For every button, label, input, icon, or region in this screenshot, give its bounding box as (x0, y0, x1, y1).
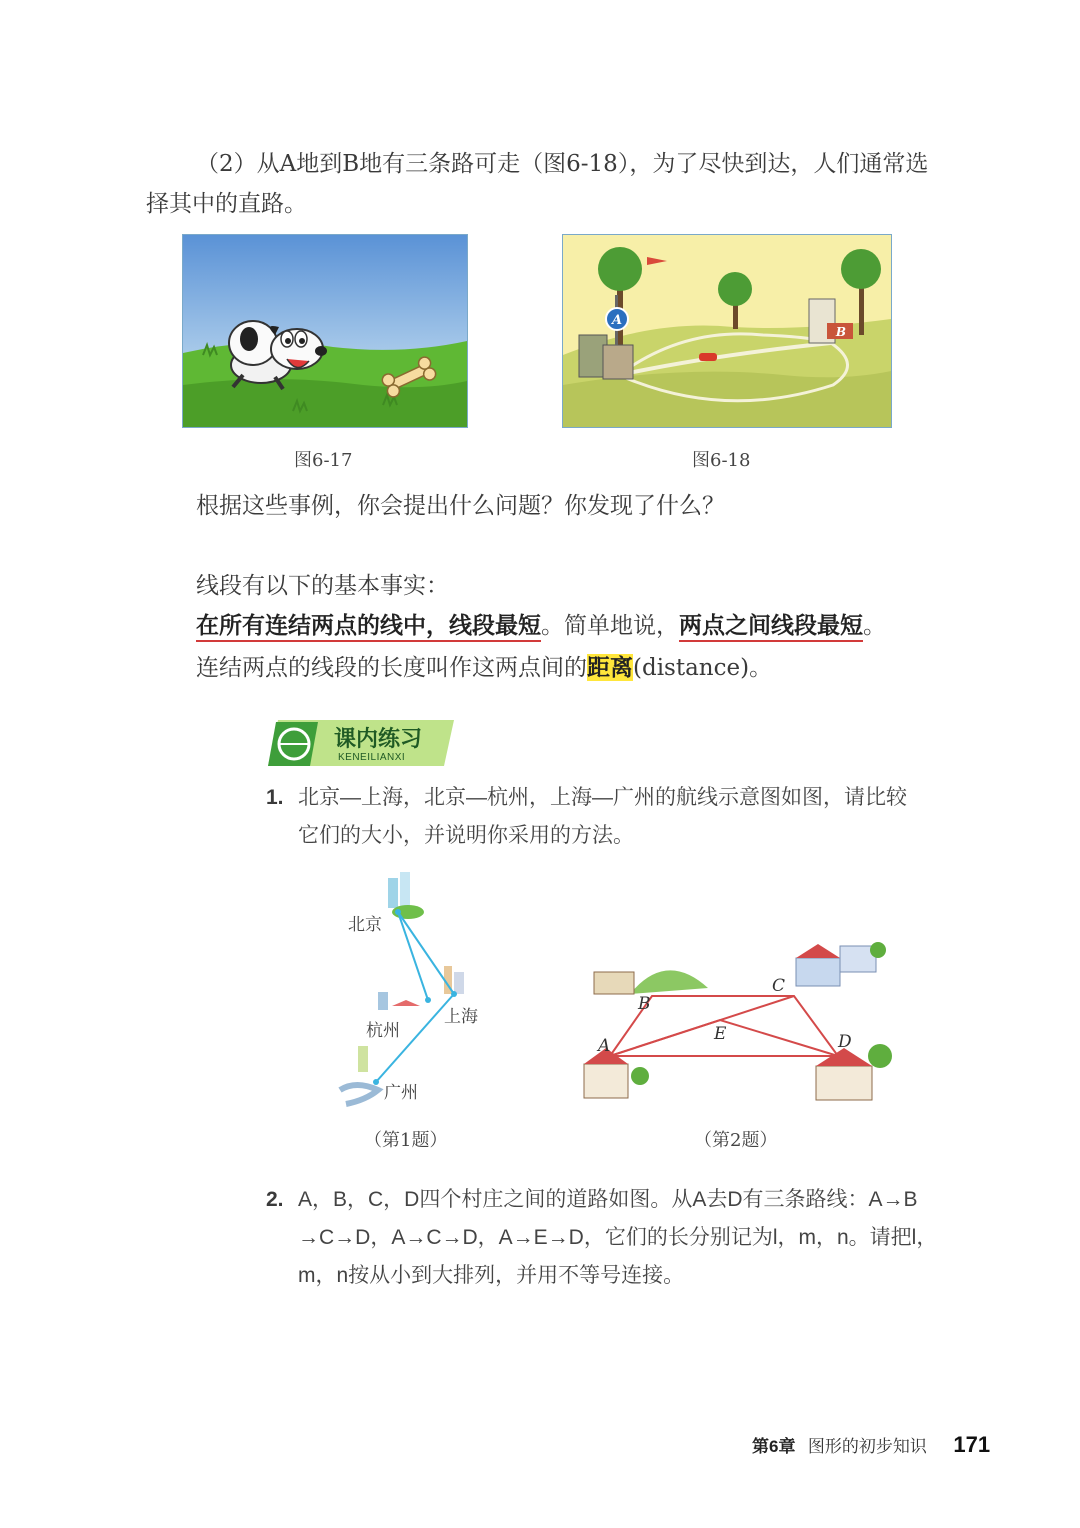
label-hangzhou: 杭州 (366, 1021, 400, 1040)
page-number: 171 (953, 1432, 991, 1457)
def-suffix: (distance)。 (633, 655, 773, 681)
exercise-banner (266, 716, 456, 770)
q2-number: 2. (266, 1188, 284, 1211)
q1-line1: 北京—上海，北京—杭州，上海—广州的航线示意图如图，请比较 (298, 786, 907, 809)
fact-bold-2: 两点之间线段最短 (679, 612, 863, 642)
label-shanghai: 上海 (444, 1007, 478, 1026)
paragraph-2-line1: （2）从A地到B地有三条路可走（图6-18），为了尽快到达，人们通常选 (196, 151, 929, 177)
village-label-a: A (598, 1036, 611, 1056)
fact-mid: 。简单地说， (541, 613, 679, 639)
fig18-label-b: B (835, 325, 847, 339)
fact-intro: 线段有以下的基本事实： (196, 573, 449, 599)
figure-6-18-roads (562, 234, 892, 428)
fact-statement (196, 606, 886, 646)
flight-route-map (336, 868, 516, 1114)
fig18-caption: 图6-18 (692, 450, 751, 471)
q1-figure-caption: （第1题） (364, 1130, 448, 1151)
fig17-caption: 图6-17 (294, 450, 353, 471)
distance-definition (196, 648, 772, 688)
fact-end: 。 (863, 613, 886, 639)
village-label-e: E (714, 1024, 727, 1044)
label-beijing: 北京 (348, 915, 382, 934)
exercise-title: 课内练习 (334, 726, 423, 751)
def-prefix: 连结两点的线段的长度叫作这两点间的 (196, 655, 587, 681)
village-label-d: D (838, 1032, 852, 1052)
label-guangzhou: 广州 (384, 1083, 418, 1102)
village-label-c: C (772, 976, 786, 996)
q2-line3: m，n按从小到大排列，并用不等号连接。 (298, 1264, 685, 1287)
q1-number: 1. (266, 786, 284, 809)
q1-line2: 它们的大小，并说明你采用的方法。 (298, 824, 634, 847)
def-term: 距离 (587, 654, 633, 681)
village-label-b: B (638, 994, 651, 1014)
footer-chapter: 第6章 (752, 1437, 796, 1456)
q2-figure-caption: （第2题） (694, 1130, 778, 1151)
q2-line2: →C→D，A→C→D，A→E→D，它们的长分别记为l，m，n。请把l， (298, 1226, 938, 1249)
fact-bold-1: 在所有连结两点的线中，线段最短 (196, 612, 541, 642)
question-text: 根据这些事例，你会提出什么问题？你发现了什么？ (196, 493, 725, 519)
fig18-label-a: A (611, 313, 623, 328)
exercise-subtitle: KENEILIANXI (338, 752, 406, 763)
footer (752, 1432, 990, 1458)
village-roads-diagram (576, 936, 900, 1108)
paragraph-2-line2: 择其中的直路。 (146, 191, 307, 217)
figure-6-17-dog (182, 234, 468, 428)
q2-line1: A，B，C，D四个村庄之间的道路如图。从A去D有三条路线：A→B (298, 1188, 918, 1211)
footer-chapter-title: 图形的初步知识 (807, 1437, 927, 1456)
